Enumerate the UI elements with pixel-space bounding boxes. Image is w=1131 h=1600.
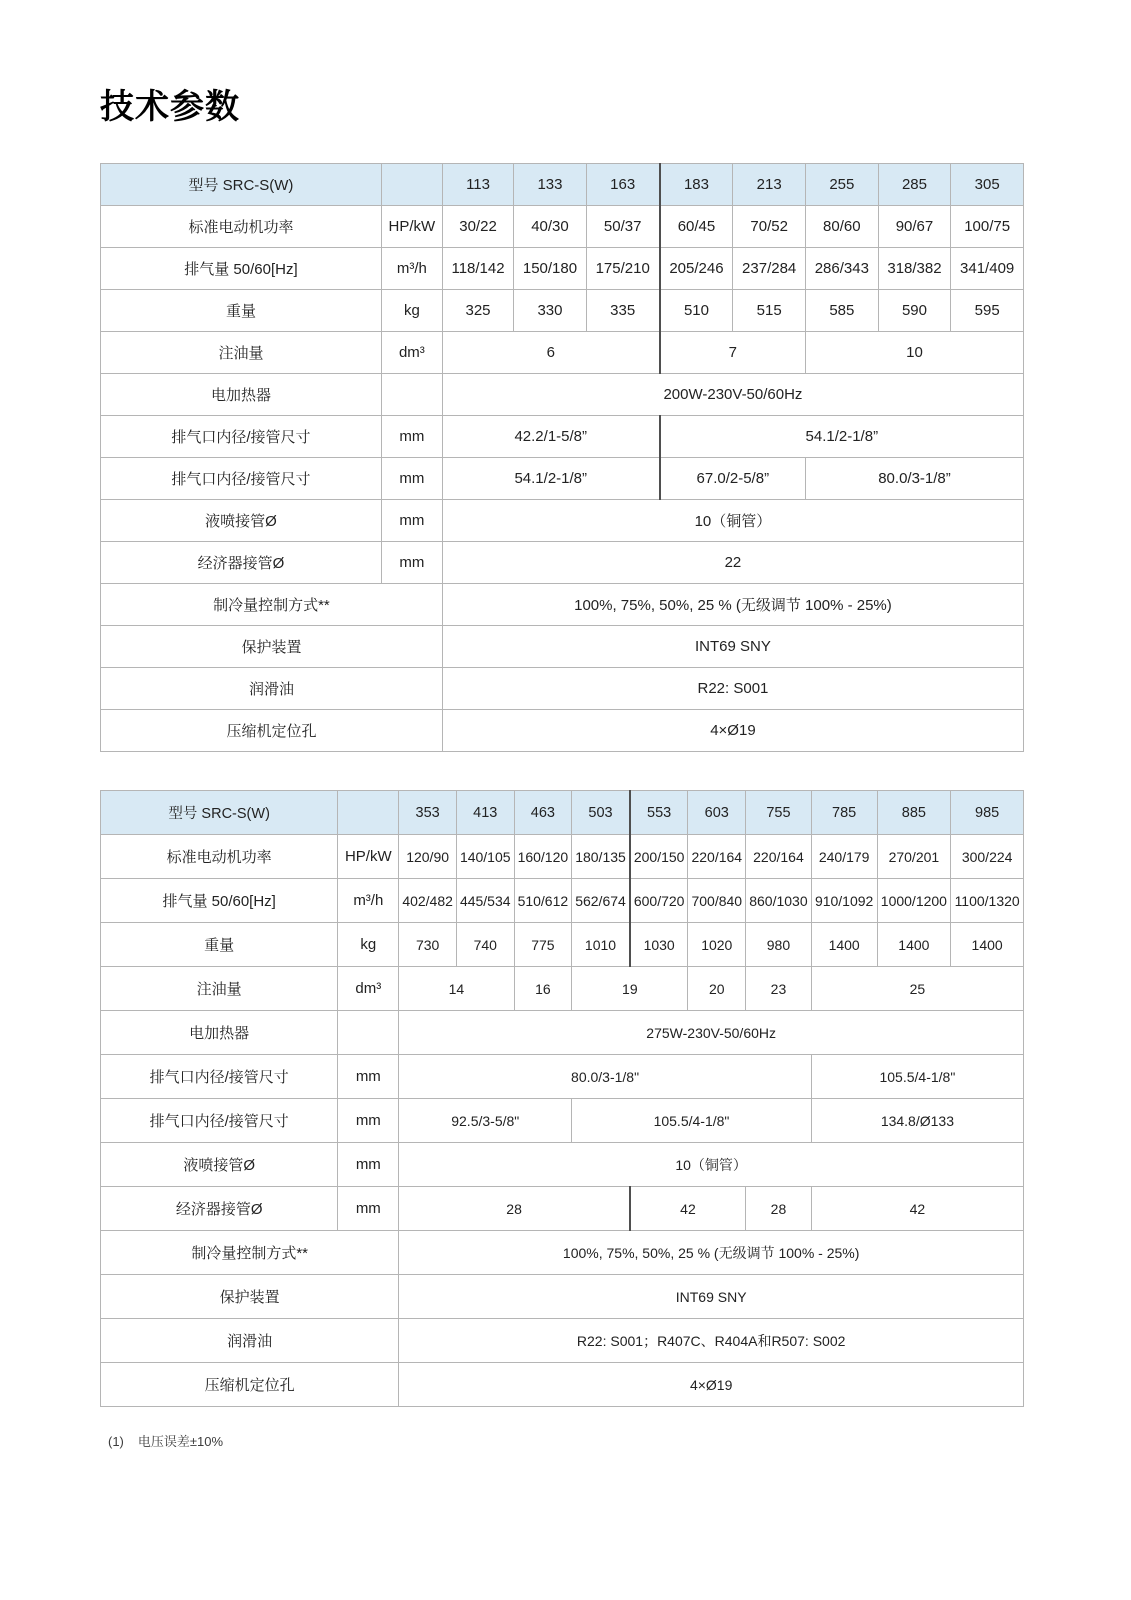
value-cell: 275W-230V-50/60Hz: [399, 1011, 1024, 1055]
value-cell: 22: [442, 542, 1023, 584]
value-cell: 50/37: [586, 206, 659, 248]
value-cell: 1000/1200: [877, 879, 951, 923]
value-cell: 590: [878, 290, 951, 332]
value-cell: 510: [660, 290, 733, 332]
page-title: 技术参数: [100, 88, 240, 126]
unit-cell: [338, 1011, 399, 1055]
value-cell: 67.0/2-5/8”: [660, 458, 806, 500]
table-row: [101, 879, 1024, 923]
value-cell: 200/150: [630, 835, 688, 879]
value-cell: 80.0/3-1/8": [399, 1055, 811, 1099]
row-label: 重量: [101, 923, 338, 967]
value-cell: 775: [514, 923, 572, 967]
row-label: 制冷量控制方式**: [101, 1231, 399, 1275]
unit-cell: dm³: [338, 967, 399, 1011]
table-row: [101, 967, 1024, 1011]
table-row: [101, 1363, 1024, 1407]
value-cell: 100%, 75%, 50%, 25 % (无级调节 100% - 25%): [399, 1231, 1024, 1275]
table-row: [101, 374, 1024, 416]
model-series-label: 型号 SRC-S(W): [101, 164, 382, 206]
value-cell: 16: [514, 967, 572, 1011]
value-cell: 42.2/1-5/8”: [442, 416, 659, 458]
value-cell: 341/409: [951, 248, 1024, 290]
value-cell: 700/840: [688, 879, 746, 923]
table-row: [101, 584, 1024, 626]
table-row: [101, 416, 1024, 458]
row-label: 保护装置: [101, 626, 443, 668]
model-header-cell: 255: [806, 164, 879, 206]
value-cell: 1010: [572, 923, 630, 967]
row-label: 压缩机定位孔: [101, 1363, 399, 1407]
model-header-cell: 113: [442, 164, 513, 206]
model-header-cell: 785: [811, 791, 877, 835]
row-label: 液喷接管Ø: [101, 1143, 338, 1187]
row-label: 润滑油: [101, 1319, 399, 1363]
value-cell: 100%, 75%, 50%, 25 % (无级调节 100% - 25%): [442, 584, 1023, 626]
row-label: 排气量 50/60[Hz]: [101, 248, 382, 290]
unit-cell: mm: [381, 458, 442, 500]
unit-cell: kg: [381, 290, 442, 332]
value-cell: 1100/1320: [951, 879, 1024, 923]
value-cell: 25: [811, 967, 1023, 1011]
table-row: [101, 542, 1024, 584]
table-row: [101, 248, 1024, 290]
row-label: 重量: [101, 290, 382, 332]
unit-cell: mm: [338, 1055, 399, 1099]
row-label: 经济器接管Ø: [101, 542, 382, 584]
value-cell: 6: [442, 332, 659, 374]
row-label: 制冷量控制方式**: [101, 584, 443, 626]
unit-cell: mm: [381, 542, 442, 584]
model-header-cell: 183: [660, 164, 733, 206]
row-label: 压缩机定位孔: [101, 710, 443, 752]
model-header-cell: 213: [733, 164, 806, 206]
value-cell: 445/534: [456, 879, 514, 923]
value-cell: 910/1092: [811, 879, 877, 923]
value-cell: 510/612: [514, 879, 572, 923]
value-cell: 40/30: [514, 206, 587, 248]
value-cell: 4×Ø19: [399, 1363, 1024, 1407]
value-cell: 14: [399, 967, 514, 1011]
value-cell: 19: [572, 967, 688, 1011]
row-label: 标准电动机功率: [101, 835, 338, 879]
unit-cell: m³/h: [381, 248, 442, 290]
row-label: 排气口内径/接管尺寸: [101, 458, 382, 500]
model-header-cell: 503: [572, 791, 630, 835]
value-cell: 220/164: [746, 835, 812, 879]
value-cell: 240/179: [811, 835, 877, 879]
spec-table-1-container: [100, 163, 1024, 752]
value-cell: 42: [811, 1187, 1023, 1231]
row-label: 排气量 50/60[Hz]: [101, 879, 338, 923]
table-row: [101, 1055, 1024, 1099]
table-row: [101, 290, 1024, 332]
table-row: [101, 1319, 1024, 1363]
value-cell: 92.5/3-5/8": [399, 1099, 572, 1143]
unit-cell: m³/h: [338, 879, 399, 923]
unit-cell: kg: [338, 923, 399, 967]
header-row: [101, 164, 1024, 206]
value-cell: 134.8/Ø133: [811, 1099, 1023, 1143]
value-cell: 160/120: [514, 835, 572, 879]
value-cell: R22: S001: [442, 668, 1023, 710]
row-label: 标准电动机功率: [101, 206, 382, 248]
row-label: 电加热器: [101, 374, 382, 416]
unit-cell: mm: [338, 1187, 399, 1231]
unit-cell: mm: [338, 1143, 399, 1187]
row-label: 电加热器: [101, 1011, 338, 1055]
value-cell: 4×Ø19: [442, 710, 1023, 752]
table-row: [101, 500, 1024, 542]
value-cell: INT69 SNY: [442, 626, 1023, 668]
value-cell: 90/67: [878, 206, 951, 248]
table-row: [101, 835, 1024, 879]
value-cell: 54.1/2-1/8”: [442, 458, 659, 500]
table-row: [101, 332, 1024, 374]
value-cell: 286/343: [806, 248, 879, 290]
value-cell: 330: [514, 290, 587, 332]
table-row: [101, 710, 1024, 752]
value-cell: 105.5/4-1/8": [811, 1055, 1023, 1099]
value-cell: 180/135: [572, 835, 630, 879]
model-header-cell: 285: [878, 164, 951, 206]
table-row: [101, 206, 1024, 248]
model-header-cell: 463: [514, 791, 572, 835]
unit-header-cell: [338, 791, 399, 835]
model-header-cell: 305: [951, 164, 1024, 206]
value-cell: 237/284: [733, 248, 806, 290]
model-header-cell: 353: [399, 791, 457, 835]
table-row: [101, 923, 1024, 967]
value-cell: 600/720: [630, 879, 688, 923]
unit-cell: [381, 374, 442, 416]
footnote-marker: (1): [108, 1434, 124, 1450]
value-cell: INT69 SNY: [399, 1275, 1024, 1319]
unit-cell: dm³: [381, 332, 442, 374]
model-header-cell: 413: [456, 791, 514, 835]
value-cell: 10（铜管）: [399, 1143, 1024, 1187]
value-cell: 120/90: [399, 835, 457, 879]
value-cell: 1020: [688, 923, 746, 967]
model-header-cell: 985: [951, 791, 1024, 835]
unit-cell: mm: [338, 1099, 399, 1143]
table-row: [101, 626, 1024, 668]
model-header-cell: 603: [688, 791, 746, 835]
value-cell: 595: [951, 290, 1024, 332]
row-label: 排气口内径/接管尺寸: [101, 416, 382, 458]
value-cell: 860/1030: [746, 879, 812, 923]
value-cell: 150/180: [514, 248, 587, 290]
value-cell: 980: [746, 923, 812, 967]
value-cell: 54.1/2-1/8”: [660, 416, 1024, 458]
unit-cell: mm: [381, 416, 442, 458]
value-cell: 70/52: [733, 206, 806, 248]
value-cell: 80.0/3-1/8”: [806, 458, 1024, 500]
table-row: [101, 1187, 1024, 1231]
value-cell: R22: S001；R407C、R404A和R507: S002: [399, 1319, 1024, 1363]
value-cell: 175/210: [586, 248, 659, 290]
value-cell: 335: [586, 290, 659, 332]
value-cell: 200W-230V-50/60Hz: [442, 374, 1023, 416]
value-cell: 10: [806, 332, 1024, 374]
value-cell: 515: [733, 290, 806, 332]
unit-cell: HP/kW: [338, 835, 399, 879]
table-row: [101, 1099, 1024, 1143]
model-header-cell: 133: [514, 164, 587, 206]
row-label: 液喷接管Ø: [101, 500, 382, 542]
value-cell: 1400: [951, 923, 1024, 967]
page-content: [100, 0, 1024, 1450]
value-cell: 318/382: [878, 248, 951, 290]
value-cell: 23: [746, 967, 812, 1011]
value-cell: 325: [442, 290, 513, 332]
value-cell: 205/246: [660, 248, 733, 290]
value-cell: 118/142: [442, 248, 513, 290]
value-cell: 10（铜管）: [442, 500, 1023, 542]
value-cell: 100/75: [951, 206, 1024, 248]
value-cell: 402/482: [399, 879, 457, 923]
row-label: 注油量: [101, 332, 382, 374]
value-cell: 300/224: [951, 835, 1024, 879]
value-cell: 740: [456, 923, 514, 967]
value-cell: 28: [746, 1187, 812, 1231]
unit-header-cell: [381, 164, 442, 206]
value-cell: 28: [399, 1187, 630, 1231]
value-cell: 1030: [630, 923, 688, 967]
spec-table-2-container: [100, 790, 1024, 1407]
spec-table-1: [100, 163, 1024, 752]
table-row: [101, 1231, 1024, 1275]
value-cell: 7: [660, 332, 806, 374]
value-cell: 60/45: [660, 206, 733, 248]
row-label: 保护装置: [101, 1275, 399, 1319]
model-series-label: 型号 SRC-S(W): [101, 791, 338, 835]
value-cell: 20: [688, 967, 746, 1011]
value-cell: 1400: [877, 923, 951, 967]
footnote-text: 电压误差±10%: [137, 1434, 224, 1450]
model-header-cell: 755: [746, 791, 812, 835]
value-cell: 80/60: [806, 206, 879, 248]
model-header-cell: 163: [586, 164, 659, 206]
value-cell: 105.5/4-1/8": [572, 1099, 812, 1143]
value-cell: 42: [630, 1187, 746, 1231]
footnote: [100, 1431, 1024, 1450]
value-cell: 562/674: [572, 879, 630, 923]
row-label: 润滑油: [101, 668, 443, 710]
model-header-cell: 553: [630, 791, 688, 835]
table-row: [101, 1143, 1024, 1187]
value-cell: 730: [399, 923, 457, 967]
value-cell: 30/22: [442, 206, 513, 248]
table-row: [101, 1275, 1024, 1319]
table-row: [101, 668, 1024, 710]
value-cell: 270/201: [877, 835, 951, 879]
value-cell: 220/164: [688, 835, 746, 879]
table-row: [101, 458, 1024, 500]
row-label: 排气口内径/接管尺寸: [101, 1055, 338, 1099]
value-cell: 140/105: [456, 835, 514, 879]
header-row: [101, 791, 1024, 835]
model-header-cell: 885: [877, 791, 951, 835]
row-label: 注油量: [101, 967, 338, 1011]
row-label: 经济器接管Ø: [101, 1187, 338, 1231]
value-cell: 585: [806, 290, 879, 332]
unit-cell: HP/kW: [381, 206, 442, 248]
spec-table-2: [100, 790, 1024, 1407]
table-row: [101, 1011, 1024, 1055]
value-cell: 1400: [811, 923, 877, 967]
unit-cell: mm: [381, 500, 442, 542]
row-label: 排气口内径/接管尺寸: [101, 1099, 338, 1143]
